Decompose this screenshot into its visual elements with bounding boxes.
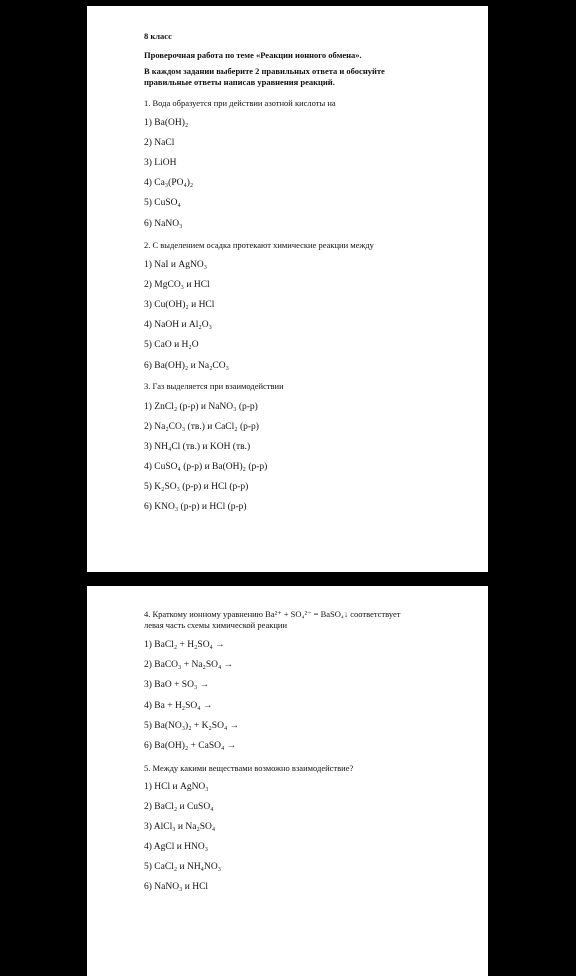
- q4-option-4: 4) Ba + H₂SO₄ →: [144, 701, 213, 711]
- q3-option-6: 6) KNO₃ (р-р) и HCl (р-р): [144, 502, 247, 512]
- instruction-line-1: В каждом задании выберите 2 правильных ответа и обоснуйте: [144, 66, 385, 76]
- grade-label: 8 класс: [144, 31, 172, 41]
- question-3: 3. Газ выделяется при взаимодействии: [144, 381, 284, 391]
- q3-option-5: 5) K₂SO₃ (р-р) и HCl (р-р): [144, 482, 249, 492]
- q1-option-2: 2) NaCl: [144, 138, 175, 148]
- q4-option-5: 5) Ba(NO₃)₂ + K₂SO₄ →: [144, 721, 240, 731]
- question-5: 5. Между какими веществами возможно взаимодействие?: [144, 763, 354, 773]
- q1-option-3: 3) LiOH: [144, 158, 177, 168]
- q4-ionic-equation: Ba²⁺ + SO₄²⁻ = BaSO₄↓: [265, 609, 349, 619]
- worksheet-title: Проверочная работа по теме «Реакции ионного обмена».: [144, 50, 362, 60]
- q2-option-3: 3) Cu(OH)₂ и HCl: [144, 300, 215, 310]
- q5-option-3: 3) AlCl₃ и Na₂SO₄: [144, 822, 216, 832]
- worksheet-page-1: [87, 6, 488, 572]
- q3-option-2: 2) Na₂CO₃ (тв.) и CaCl₂ (р-р): [144, 422, 259, 432]
- q4-option-1: 1) BaCl₂ + H₂SO₄ →: [144, 640, 225, 650]
- q3-option-3: 3) NH₄Cl (тв.) и KOH (тв.): [144, 442, 251, 452]
- q1-option-5: 5) CuSO₄: [144, 198, 181, 208]
- instruction-line-2: правильные ответы написав уравнения реакций.: [144, 77, 335, 87]
- q5-option-1: 1) HCl и AgNO₃: [144, 782, 209, 792]
- q5-option-6: 6) NaNO₃ и HCl: [144, 882, 209, 892]
- q2-option-4: 4) NaOH и Al₂O₃: [144, 320, 212, 330]
- question-4-line-2: левая часть схемы химической реакции: [144, 620, 288, 630]
- q5-option-2: 2) BaCl₂ и CuSO₄: [144, 802, 214, 812]
- q4-option-6: 6) Ba(OH)₂ + CaSO₄ →: [144, 741, 237, 751]
- q1-option-1: 1) Ba(OH)₂: [144, 118, 189, 128]
- q4-option-3: 3) BaO + SO₃ →: [144, 680, 210, 690]
- q3-option-1: 1) ZnCl₂ (р-р) и NaNO₃ (р-р): [144, 402, 258, 412]
- question-1: 1. Вода образуется при действии азотной кислоты на: [144, 98, 336, 108]
- question-4: [144, 609, 401, 620]
- question-2: 2. С выделением осадка протекают химические реакции между: [144, 240, 374, 250]
- q4-text-after: соответствует: [350, 609, 401, 619]
- worksheet-page-2: [87, 586, 488, 976]
- q4-option-2: 2) BaCO₃ + Na₂SO₄ →: [144, 660, 234, 670]
- q3-option-4: 4) CuSO₄ (р-р) и Ba(OH)₂ (р-р): [144, 462, 268, 472]
- q2-option-1: 1) NaI и AgNO₃: [144, 260, 208, 270]
- q2-option-2: 2) MgCO₃ и HCl: [144, 280, 210, 290]
- q4-text-before: 4. Краткому ионному уравнению: [144, 609, 264, 619]
- q2-option-6: 6) Ba(OH)₂ и Na₂CO₃: [144, 361, 229, 371]
- q2-option-5: 5) CaO и H₂O: [144, 340, 199, 350]
- q1-option-6: 6) NaNO₃: [144, 219, 183, 229]
- q5-option-4: 4) AgCl и HNO₃: [144, 842, 209, 852]
- q5-option-5: 5) CaCl₂ и NH₄NO₃: [144, 862, 222, 872]
- q1-option-4: 4) Ca₃(PO₄)₂: [144, 178, 194, 188]
